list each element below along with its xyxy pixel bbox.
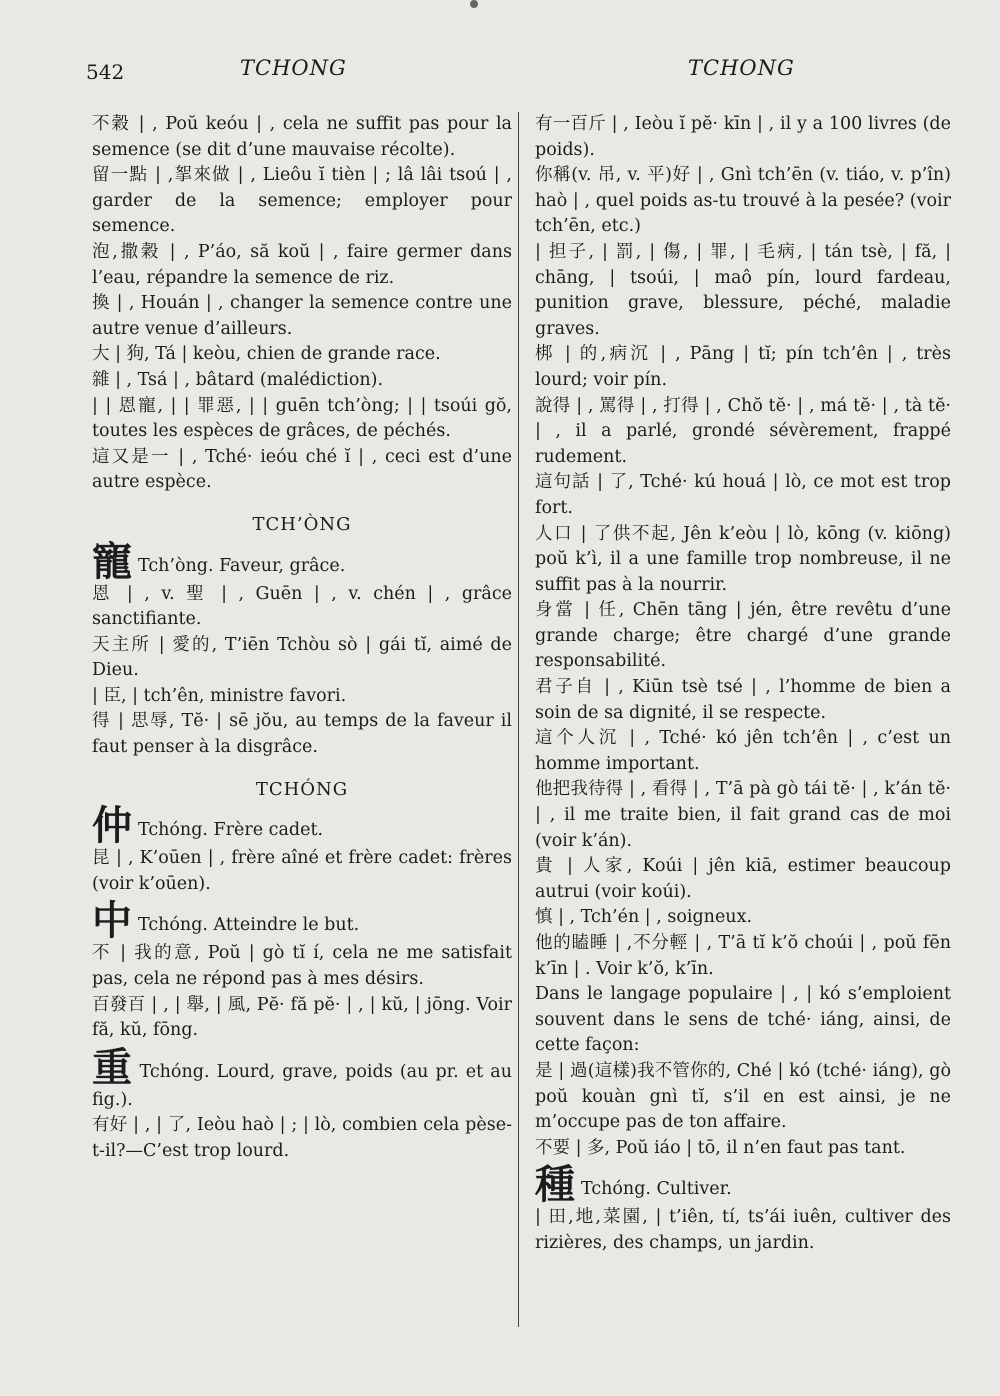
dictionary-entry: 不要 | 多, Poŭ iáo | tō, il n’en faut pas tant.	[535, 1137, 906, 1158]
headword-definition: Tchóng. Atteindre le but.	[138, 915, 360, 936]
dictionary-entry: 這又是一 | , Tché· ieóu ché ĭ | , ceci est d’une autre espèce.	[92, 446, 512, 493]
dictionary-entry: 人口 | 了供不起, Jên k’eòu | lò, kōng (v. kiōng) poŭ k’ì, il a une famille trop nombreuse, il ne suffit pas à la nourrir.	[535, 523, 951, 595]
dictionary-entry: | 担子, | 罰, | 傷, | 罪, | 毛病, | tán tsè, | fă, | chāng, | tsoúi, | maô pín, lourd fardeau, punition grave, blessure, péché, maladie graves.	[535, 241, 951, 339]
headword-entry	[535, 1161, 951, 1209]
headword-character: 種	[535, 1161, 575, 1209]
running-head	[0, 56, 1000, 86]
dictionary-entry: 慎 | , Tch’én | , soigneux.	[535, 907, 753, 928]
dictionary-entry: 你稱(v. 吊, v. 平)好 | , Gnì tch’ēn (v. tiáo, v. p’în) haò | , quel poids as-tu trouvé à la pesée? (voir tch’ēn, etc.)	[535, 165, 951, 237]
headword-entry	[92, 897, 512, 945]
headword-definition: Tch’òng. Faveur, grâce.	[138, 555, 346, 576]
section-heading: TCH’ÒNG	[252, 513, 352, 535]
headword-entry	[92, 1043, 512, 1114]
headword-character: 重	[92, 1043, 134, 1091]
headword-character: 中	[92, 897, 132, 945]
dictionary-entry: 雜 | , Tsá | , bâtard (malédiction).	[92, 369, 384, 390]
left-column	[92, 112, 512, 1165]
dictionary-entry: 得 | 思辱, Tĕ· | sē jŏu, au temps de la faveur il faut penser à la disgrâce.	[92, 711, 512, 758]
dictionary-entry: 君子自 | , Kiūn tsè tsé | , l’homme de bien a soin de sa dignité, il se respecte.	[535, 677, 951, 723]
dictionary-entry: 說得 | , 罵得 | , 打得 | , Chŏ tĕ· | , má tĕ· | , tà tĕ· | , il a parlé, grondé sévèrement, frappé rudement.	[535, 395, 951, 467]
dictionary-entry: 留一點 | ,挐來做 | , Lieôu ĭ tièn | ; lâ lâi tsoú | , garder de la semence; employer pour semence.	[92, 165, 512, 237]
dictionary-entry: 泡,撒穀 | , P’áo, să koŭ | , faire germer dans l’eau, répandre la semence de riz.	[92, 241, 512, 288]
dictionary-entry: 他的瞌睡 | ,不分輕 | , T’ā tĭ k’ŏ choúi | , poŭ fēn k’īn | . Voir k’ŏ, k’īn.	[535, 933, 951, 979]
dictionary-entry: 有好 | , | 了, Ieòu haò | ; | lò, combien cela pèse-t-il?—C’est trop lourd.	[92, 1115, 512, 1161]
dictionary-entry: 是 | 過(這樣)我不管你的, Ché | kó (tché· iáng), gò poŭ kouàn gnì tĭ, s’il en est ainsi, je ne m’occupe pas de ton affaire.	[535, 1060, 951, 1133]
dictionary-entry: 換 | , Houán | , changer la semence contre une autre venue d’ailleurs.	[92, 293, 512, 339]
dictionary-entry: 這个人沉 | , Tché· kó jên tch’ên | , c’est un homme important.	[535, 728, 951, 774]
running-title-left: TCHONG	[240, 56, 347, 80]
dictionary-entry: 恩 | , v. 聖 | , Guēn | , v. chén | , grâce sanctifiante.	[92, 583, 512, 630]
dictionary-entry: | 田,地,菜園, | t’iên, tí, ts’ái iuên, cultiver des rizières, des champs, un jardin.	[535, 1207, 951, 1253]
section-heading: TCHÓNG	[255, 778, 349, 800]
headword-definition: Tchóng. Lourd, grave, poids (au pr. et au fig.).	[92, 1061, 512, 1110]
column-divider	[518, 112, 519, 1327]
running-title-right: TCHONG	[688, 56, 795, 80]
ink-dot	[470, 0, 478, 8]
headword-definition: Tchóng. Cultiver.	[581, 1179, 732, 1200]
dictionary-entry: 天主所 | 愛的, T’iēn Tchòu sò | gái tĭ, aimé de Dieu.	[92, 634, 512, 681]
page-number: 542	[86, 60, 125, 84]
headword-character: 寵	[92, 537, 132, 585]
dictionary-entry: 身當 | 任, Chēn tāng | jén, être revêtu d’une grande charge; être chargé d’une grande responsabilité.	[535, 600, 951, 672]
dictionary-entry: 昆 | , K’oūen | , frère aîné et frère cadet: frères (voir k’oūen).	[92, 848, 512, 894]
dictionary-entry: 梆 | 的,病沉 | , Pāng | tĭ; pín tch’ên | , très lourd; voir pín.	[535, 344, 951, 390]
dictionary-entry: | | 恩寵, | | 罪惡, | | guēn tch’òng; | | tsoúi gŏ, toutes les espèces de grâces, de péchés.	[92, 395, 512, 442]
headword-character: 仲	[92, 802, 132, 850]
dictionary-entry: 百發百 | , | 舉, | 風, Pĕ· fă pĕ· | , | kŭ, | jōng. Voir fă, kŭ, fōng.	[92, 994, 512, 1041]
headword-entry	[92, 802, 512, 850]
dictionary-entry: 不穀 | , Poŭ keóu | , cela ne suffit pas pour la semence (se dit d’une mauvaise récolte).	[92, 114, 512, 160]
dictionary-entry: 貴 | 人家, Koúi | jên kiā, estimer beaucoup autrui (voir koúi).	[535, 856, 951, 902]
dictionary-entry: 有一百斤 | , Ieòu ĭ pĕ· kīn | , il y a 100 livres (de poids).	[535, 114, 951, 160]
dictionary-entry: 大 | 狗, Tá | keòu, chien de grande race.	[92, 344, 441, 365]
dictionary-entry: 他把我待得 | , 看得 | , T’ā pà gò tái tĕ· | , k’án tĕ· | , il me traite bien, il fait grand cas de moi (voir k’án).	[535, 779, 951, 851]
right-column	[535, 112, 951, 1257]
headword-entry	[92, 537, 512, 585]
dictionary-entry: Dans le langage populaire | , | kó s’emploient souvent dans le sens de tché· iáng, ainsi, de cette façon:	[535, 984, 951, 1056]
dictionary-entry: | 臣, | tch’ên, ministre favori.	[92, 685, 347, 706]
dictionary-entry: 不 | 我的意, Poŭ | gò tĭ í, cela ne me satisfait pas, cela ne répond pas à mes désirs.	[92, 943, 512, 990]
headword-definition: Tchóng. Frère cadet.	[138, 820, 324, 841]
dictionary-entry: 這句話 | 了, Tché· kú houá | lò, ce mot est trop fort.	[535, 472, 951, 518]
